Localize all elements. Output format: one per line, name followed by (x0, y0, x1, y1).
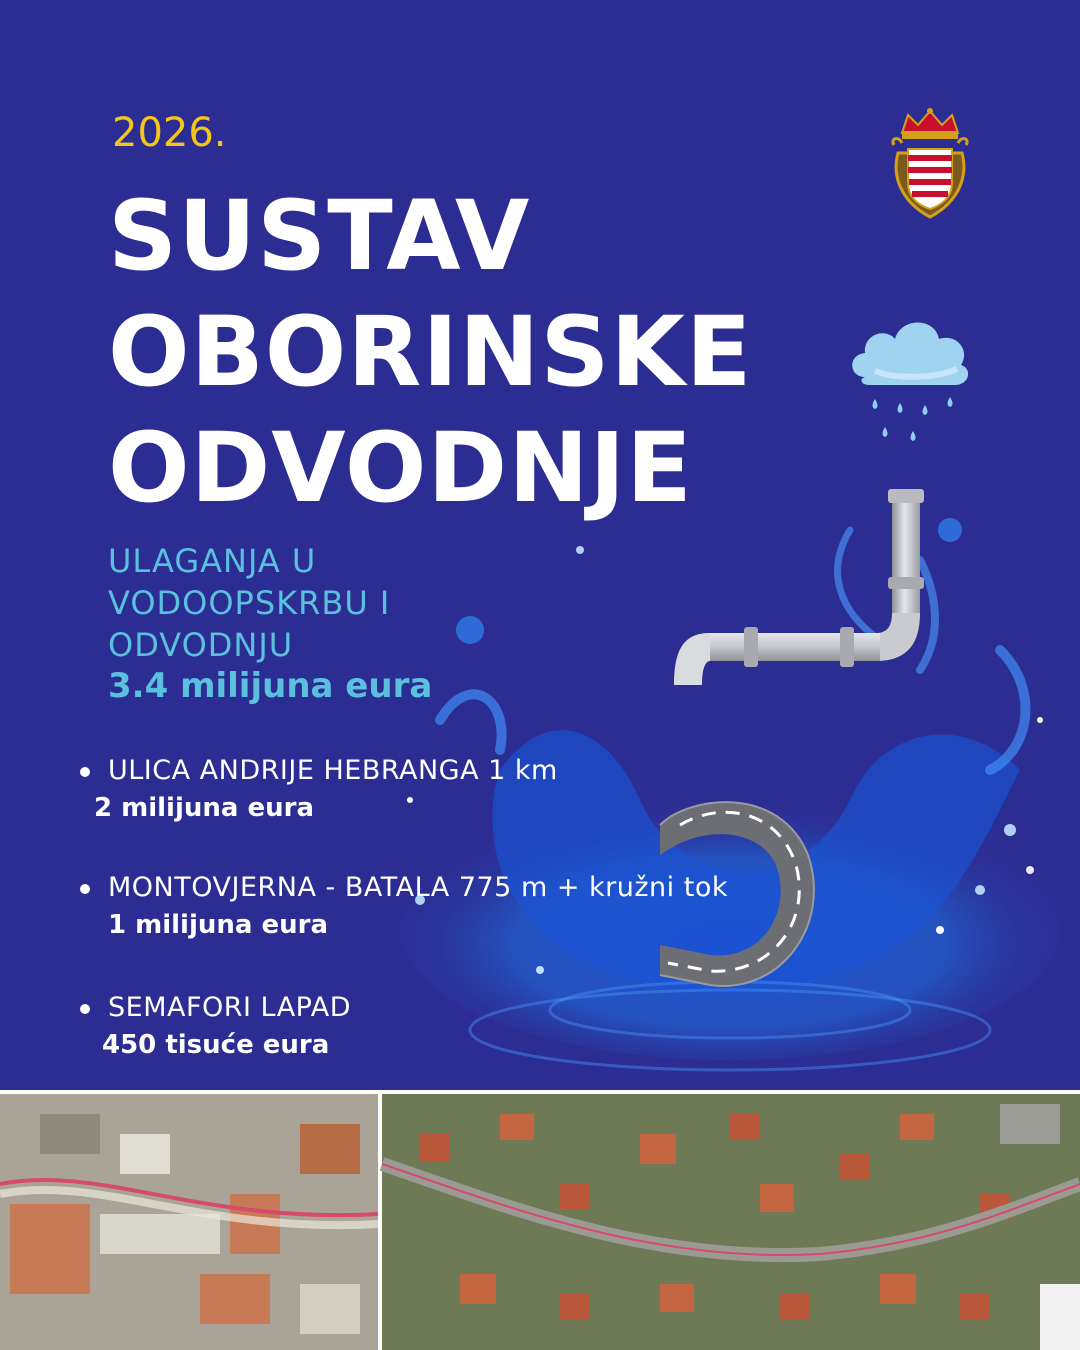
page-title (108, 178, 752, 526)
dubrovnik-coat-of-arms-icon (890, 105, 970, 225)
project-label: MONTOVJERNA - BATALA 775 m + kružni tok (108, 872, 728, 903)
subtitle-line: ULAGANJA U (108, 542, 317, 580)
project-amount: 2 milijuna eura (94, 793, 315, 823)
title-line: OBORINSKE (108, 296, 753, 408)
project-amount: 1 milijuna eura (108, 910, 329, 940)
project-label: SEMAFORI LAPAD (108, 992, 351, 1023)
rain-cloud-icon (845, 305, 975, 455)
roundabout-road-icon (650, 785, 825, 1000)
investment-amount: 3.4 milijuna eura (108, 666, 433, 706)
aerial-map-photos (0, 1094, 1080, 1350)
bullet-icon (80, 884, 90, 894)
investment-subtitle (108, 540, 390, 666)
subtitle-line: ODVODNJU (108, 626, 294, 664)
title-line: SUSTAV (108, 180, 531, 292)
bullet-icon (80, 767, 90, 777)
subtitle-line: VODOOPSKRBU I (108, 584, 391, 622)
project-amount: 450 tisuće eura (102, 1030, 330, 1060)
project-label: ULICA ANDRIJE HEBRANGA 1 km (108, 755, 558, 786)
drain-pipe-icon (670, 485, 940, 690)
title-line: ODVODNJE (108, 412, 693, 524)
year-label: 2026. (112, 110, 227, 156)
bullet-icon (80, 1004, 90, 1014)
